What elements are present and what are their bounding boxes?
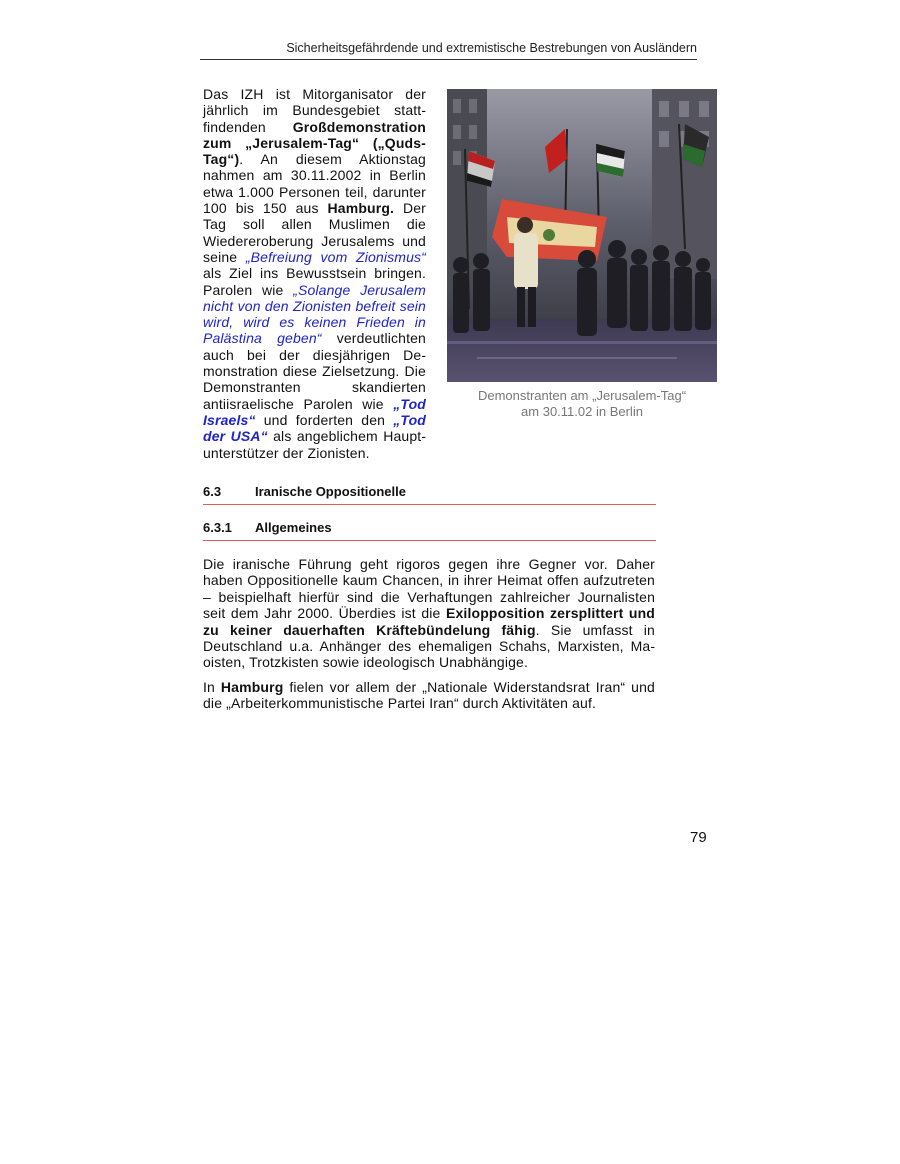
photo-caption <box>447 388 717 420</box>
intro-text-6: und forderten den <box>255 411 394 428</box>
body-p1-text-a: Die iranische Führung geht rigoros gegen ihre Gegner vor. Daher haben Oppositionelle kaum Chancen, in ihrer Heimat offen aufzutreten – beispielhaft hierfür sind die Verhaftungen zahlreicher Journalisten seit dem Jahr 2000. Überdies ist die <box>203 556 655 622</box>
page-number: 79 <box>690 829 707 846</box>
intro-text-7: als angeblichem Hauptunterstützer der Zionisten. <box>203 428 426 461</box>
intro-bold-demonstration: Großdemonstration zum „Jerusalem-Tag“ („Quds-Tag“) <box>203 118 426 168</box>
subsection-title: Allgemeines <box>255 520 332 535</box>
photo-illustration <box>447 89 717 382</box>
body-paragraph-1 <box>203 556 655 671</box>
quote-solange-jerusalem: „Solange Jerusalem nicht von den Zionisten befreit sein wird, wird es keinen Frieden in Palästina geben“ <box>203 281 426 347</box>
section-heading-6-3-1 <box>203 520 656 541</box>
intro-text-3: Der Tag soll allen Muslimen die Wiedereroberung Jerusalems und seine <box>203 200 426 265</box>
intro-paragraph <box>203 86 426 461</box>
subsection-number: 6.3.1 <box>203 520 232 535</box>
body-p1-bold: Exilopposition zersplittert und zu keiner dauerhaften Kräftebündelung fähig <box>203 605 655 638</box>
demonstration-photo <box>447 89 717 382</box>
quote-befreiung: „Befreiung vom Zionismus“ <box>245 248 426 265</box>
intro-text-2: . An diesem Aktionstag nahmen am 30.11.2002 in Berlin etwa 1.000 Personen teil, darunter 100 bis 150 aus <box>203 151 426 217</box>
quote-tod-der-usa: „Tod der USA“ <box>203 411 426 445</box>
body-p2-bold: Hamburg <box>220 679 284 695</box>
body-p2-text-b: fielen vor allem der „Nationale Widerstandsrat Iran“ und die „Arbeiterkommunistische Partei Iran“ durch Aktivitäten auf. <box>203 679 655 712</box>
quote-tod-israels: „Tod Israels“ <box>203 395 426 428</box>
section-heading-6-3 <box>203 484 656 505</box>
section-number: 6.3 <box>203 484 222 499</box>
photo-caption-line-1: Demonstranten am „Jerusalem-Tag“ <box>477 388 687 403</box>
running-header-title: Sicherheitsgefährdende und extremistische Bestrebungen von Ausländern <box>286 41 697 55</box>
body-p1-text-b: . Sie umfasst in Deutschland u.a. Anhänger des ehemaligen Schahs, Marxisten, Maoisten, Trotzkisten sowie ideologisch Unabhängige. <box>203 621 655 671</box>
body-paragraph-2 <box>203 679 655 712</box>
intro-bold-hamburg: Hamburg. <box>327 200 395 217</box>
running-header <box>200 41 697 60</box>
intro-text-1: Das IZH ist Mitorganisator der jährlich im Bundesgebiet stattfindenden <box>203 86 426 135</box>
intro-text-4: als Ziel ins Bewusstsein bringen. Parolen wie <box>203 265 426 298</box>
intro-text-5: verdeutlichten auch bei der diesjährigen Demonstration diese Zielsetzung. Die Demonstranten skandierten antiisraelische Parolen wie <box>203 330 426 412</box>
photo-caption-line-2: am 30.11.02 in Berlin <box>521 404 643 419</box>
section-title: Iranische Oppositionelle <box>255 484 406 499</box>
body-p2-text-a: In <box>203 679 221 695</box>
